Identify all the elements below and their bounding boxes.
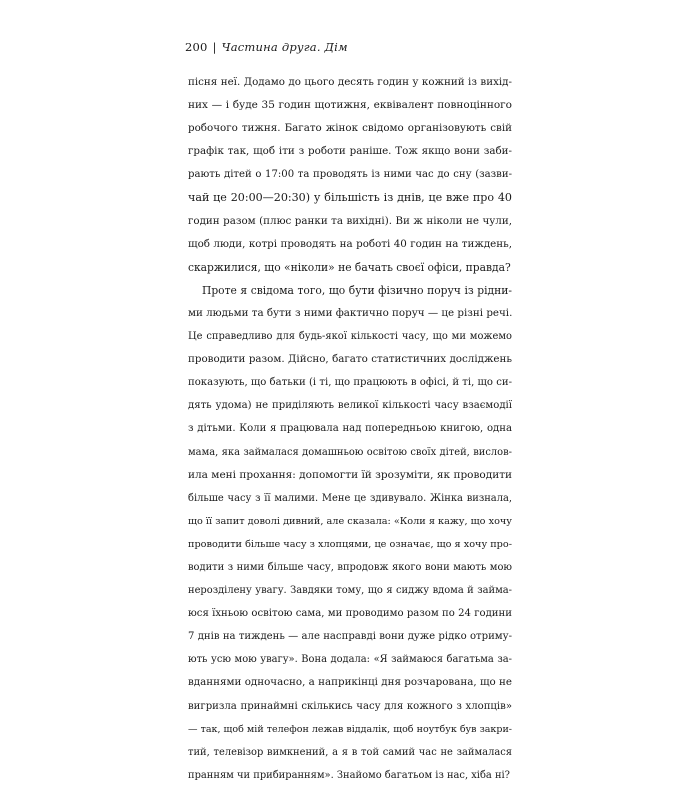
text-line: робочого тижня. Багато жінок свідомо організовують свій [188,122,512,135]
page-number: 200 [185,40,208,54]
text-line: тий, телевізор вимкнений, а я в той самий час не займалася [188,746,512,758]
text-line: ють усю мою увагу». Вона додала: «Я займаюся багатьма за- [188,654,512,666]
text-line: скаржилися, що «ніколи» не бачать своєї офіси, правда? [188,260,511,274]
text-line: мама, яка займалася домашньою освітою своїх дітей, вислов- [188,446,512,458]
text-line: них — і буде 35 годин щотижня, еквівалент повноцінного [188,99,512,112]
text-line: проводити більше часу з хлопцями, це означає, що я хочу про- [188,538,512,550]
text-line: з дітьми. Коли я працювала над попередньою книгою, одна [188,423,512,435]
text-line: — так, щоб мій телефон лежав віддалік, щоб ноутбук був закри- [188,723,512,735]
text-line: щоб люди, котрі проводять на роботі 40 годин на тиждень, [188,237,512,250]
header-separator: | [212,40,217,54]
running-header [185,40,348,54]
section-title: Частина друга. Дім [221,40,348,54]
text-line: показують, що батьки (і ті, що працюють в офісі, й ті, що си- [188,377,512,389]
text-line: чай це 20:00—20:30) у більшість із днів, це вже про 40 [188,191,512,205]
paragraph-2 [188,279,512,787]
body-text [188,71,512,787]
text-line: більше часу з її малими. Мене це здивувало. Жінка визнала, [188,492,512,504]
text-line: пранням чи прибиранням». Знайомо багатьом із нас, хіба ні? [188,769,510,781]
text-line: пісня неї. Додамо до цього десять годин у кожний із вихід- [188,76,512,88]
text-line: нерозділену увагу. Завдяки тому, що я сиджу вдома й займа- [188,585,512,597]
text-line: вигризла принаймні скількись часу для кожного з хлопців» [188,700,512,712]
text-line: юся їхньою освітою сама, ми проводимо разом по 24 години [188,608,512,620]
text-line: ила мені прохання: допомогти їй зрозуміти, як проводити [188,468,512,481]
text-line: годин разом (плюс ранки та вихідні). Ви ж ніколи не чули, [188,214,512,227]
text-line: графік так, щоб іти з роботи раніше. Тож якщо вони заби- [188,145,512,158]
text-line: проводити разом. Дійсно, багато статистичних досліджень [188,353,512,366]
text-line: 7 днів на тиждень — але насправді вони дуже рідко отриму- [188,631,512,643]
text-line: рають дітей о 17:00 та проводять із ними час до сну (зазви- [188,169,512,181]
text-line: дять удома) не приділяють великої кількості часу взаємодії [188,400,512,412]
text-line: водити з ними більше часу, впродовж якого вони мають мою [188,561,512,573]
text-line: Проте я свідома того, що бути фізично поруч із рідни- [202,283,512,297]
text-line: Це справедливо для будь-якої кількості часу, що ми можемо [188,331,512,343]
text-line: ми людьми та бути з ними фактично поруч — це різні речі. [188,306,512,319]
text-line: вданнями одночасно, а наприкінці дня розчарована, що не [188,676,512,689]
text-line: що її запит доволі дивний, але сказала: «Коли я кажу, що хочу [188,515,512,527]
paragraph-1 [188,71,512,279]
